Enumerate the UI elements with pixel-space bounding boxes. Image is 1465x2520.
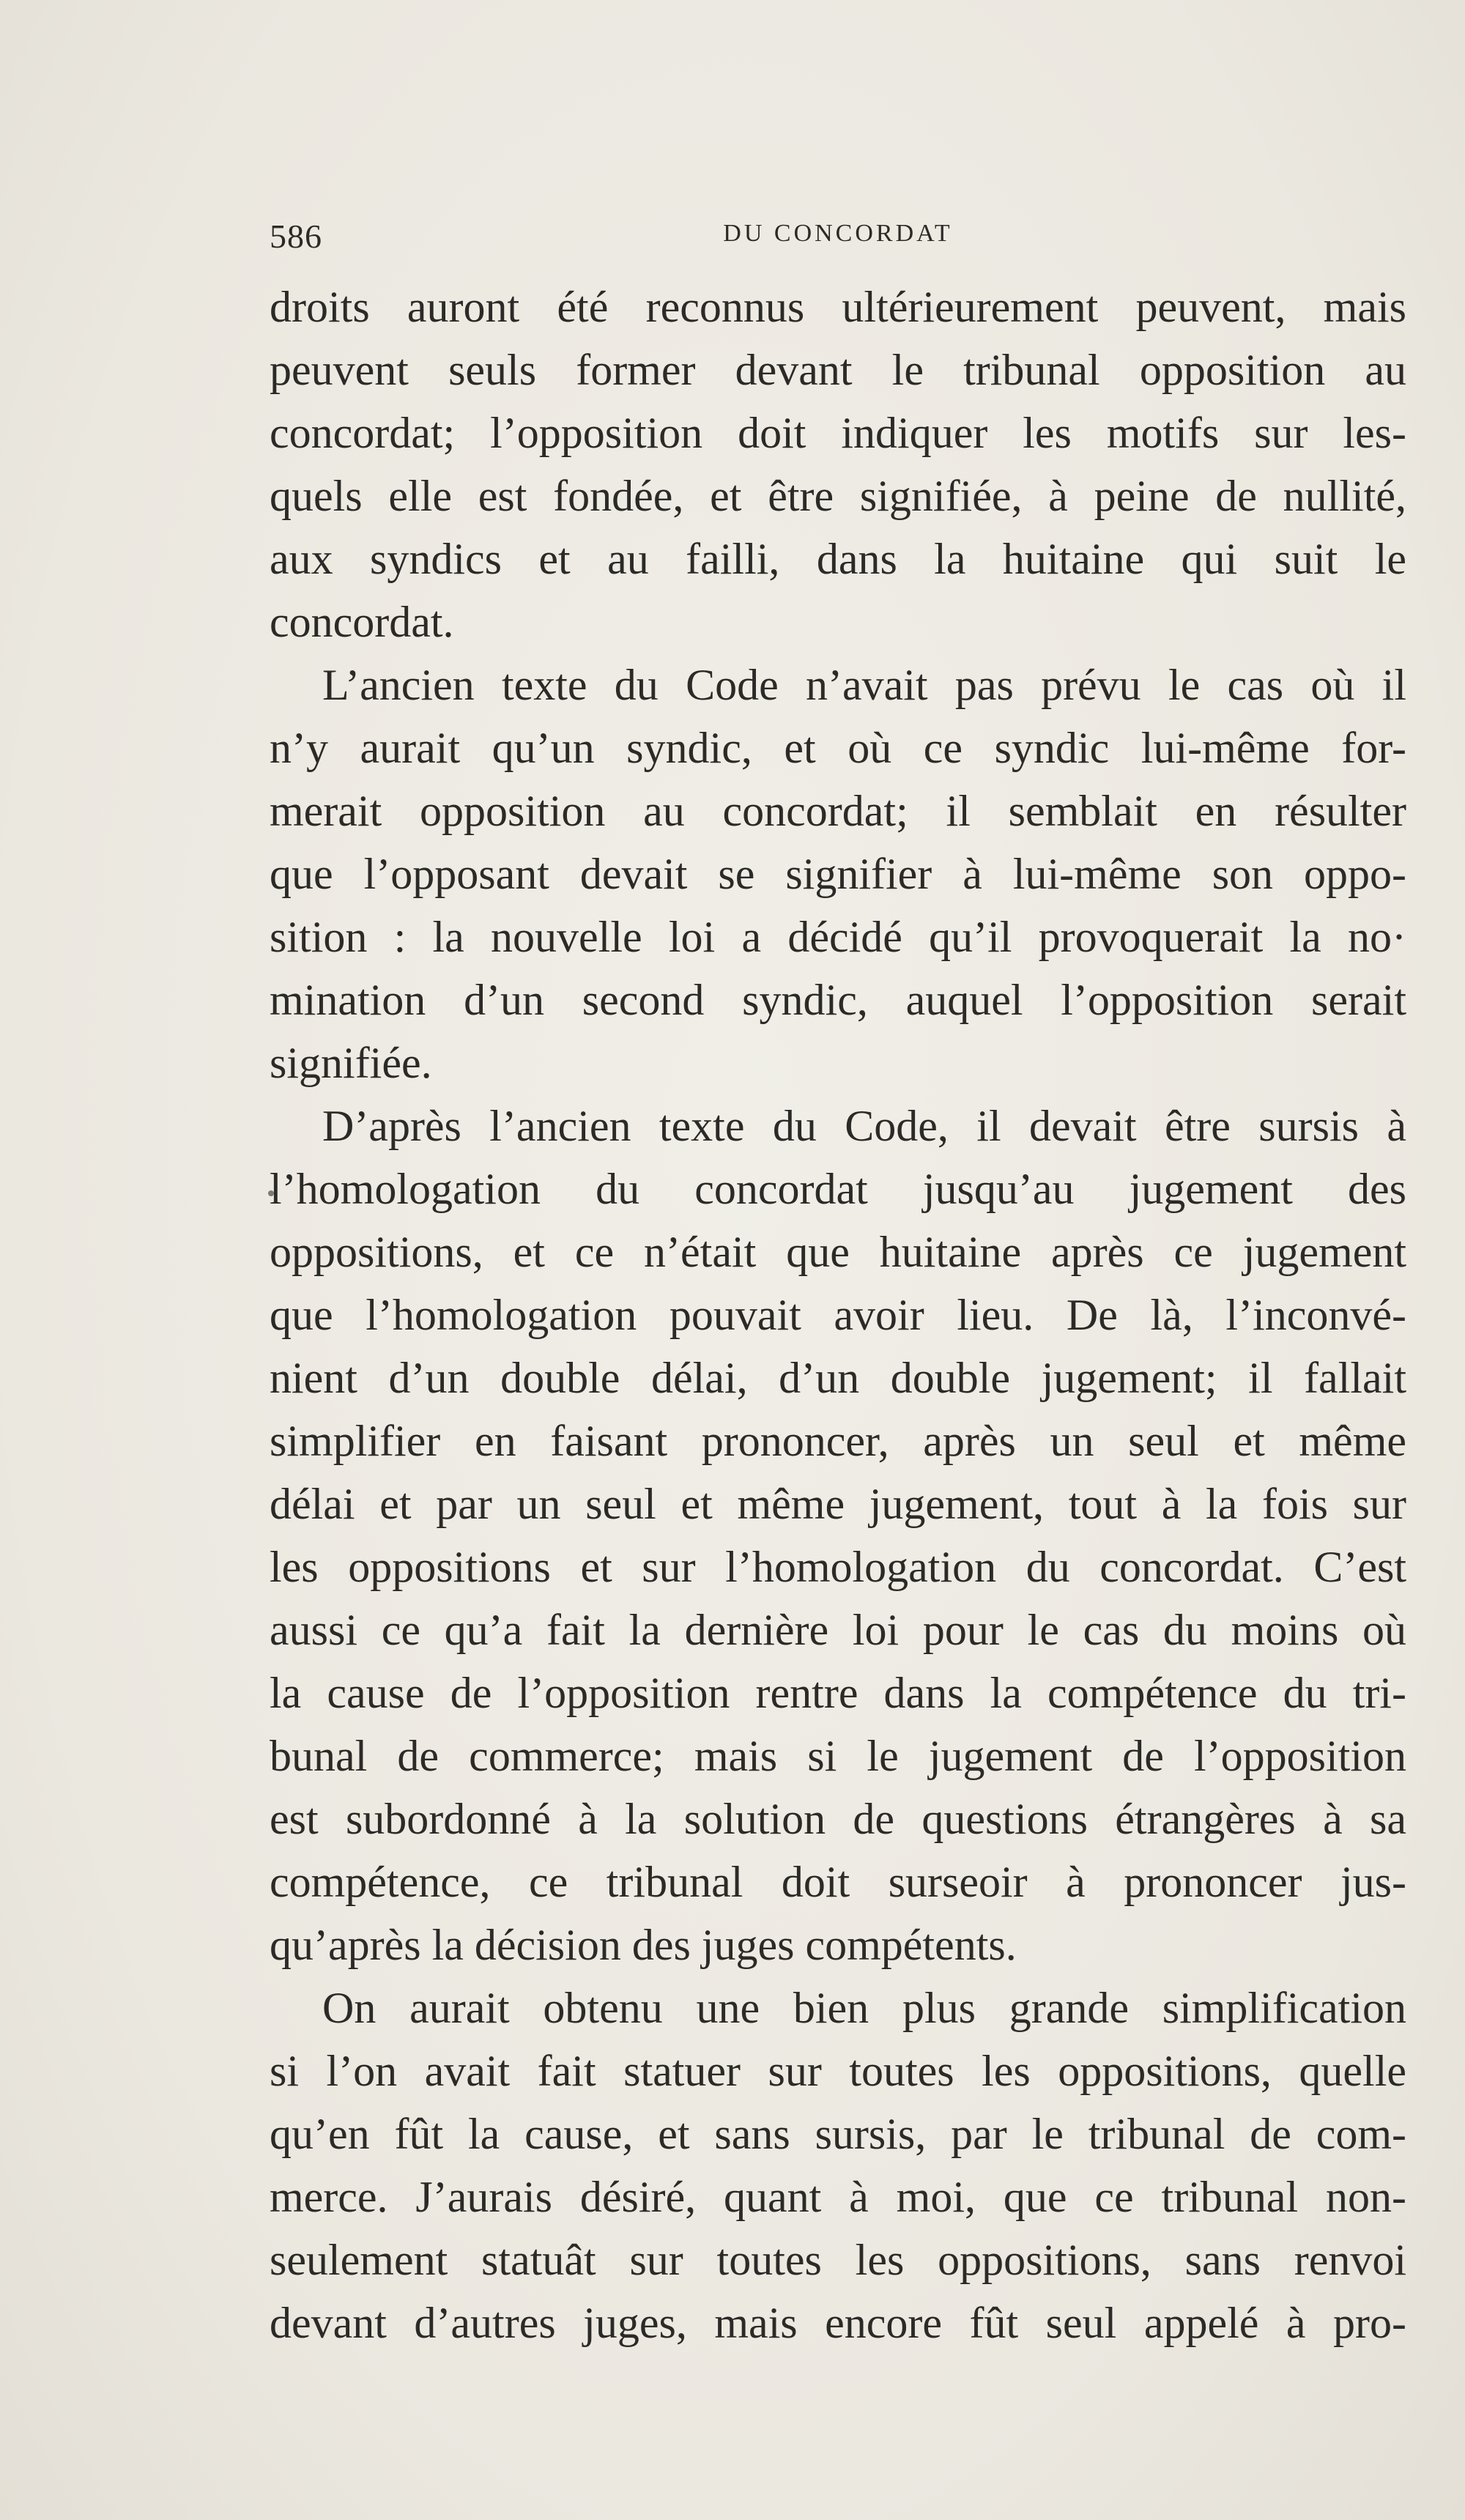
page-number: 586 — [270, 218, 322, 255]
body-text — [270, 275, 1406, 2354]
text-line: merait opposition au concordat; il semblait en résulter — [270, 787, 1406, 835]
text-line: quels elle est fondée, et être signifiée, à peine de nullité, — [270, 472, 1406, 520]
paragraph-first-line: D’après l’ancien texte du Code, il devait être sursis à — [322, 1102, 1406, 1150]
text-line: sition : la nouvelle loi a décidé qu’il provoquerait la no· — [270, 913, 1406, 961]
text-line: peuvent seuls former devant le tribunal opposition au — [270, 346, 1406, 394]
text-line: si l’on avait fait statuer sur toutes les oppositions, quelle — [270, 2047, 1406, 2095]
text-line: nient d’un double délai, d’un double jugement; il fallait — [270, 1354, 1406, 1402]
text-line: seulement statuât sur toutes les oppositions, sans renvoi — [270, 2236, 1406, 2284]
text-line: l’homologation du concordat jusqu’au jugement des — [270, 1165, 1406, 1213]
text-line: mination d’un second syndic, auquel l’opposition serait — [270, 976, 1406, 1024]
text-line: signifiée. — [270, 1039, 432, 1087]
text-line: aussi ce qu’a fait la dernière loi pour le cas du moins où — [270, 1606, 1406, 1654]
running-title: DU CONCORDAT — [723, 220, 953, 247]
text-line: devant d’autres juges, mais encore fût seul appelé à pro- — [270, 2299, 1406, 2347]
text-line: que l’homologation pouvait avoir lieu. De là, l’inconvé- — [270, 1291, 1406, 1339]
text-line: aux syndics et au failli, dans la huitaine qui suit le — [270, 535, 1406, 583]
text-line: bunal de commerce; mais si le jugement de l’opposition — [270, 1732, 1406, 1780]
text-line: concordat. — [270, 598, 454, 646]
text-line: qu’en fût la cause, et sans sursis, par le tribunal de com- — [270, 2110, 1406, 2158]
text-line: la cause de l’opposition rentre dans la compétence du tri- — [270, 1669, 1406, 1717]
paragraph-first-line: L’ancien texte du Code n’avait pas prévu le cas où il — [322, 661, 1406, 709]
text-line: compétence, ce tribunal doit surseoir à prononcer jus- — [270, 1858, 1406, 1906]
page-header — [270, 217, 1406, 253]
text-line: est subordonné à la solution de questions étrangères à sa — [270, 1795, 1406, 1843]
text-line: concordat; l’opposition doit indiquer les motifs sur les- — [270, 409, 1406, 457]
text-line: que l’opposant devait se signifier à lui-même son oppo- — [270, 850, 1406, 898]
text-line: simplifier en faisant prononcer, après un seul et même — [270, 1417, 1406, 1465]
text-line: oppositions, et ce n’était que huitaine après ce jugement — [270, 1228, 1406, 1276]
paragraph-first-line: On aurait obtenu une bien plus grande simplification — [322, 1984, 1406, 2032]
text-line: qu’après la décision des juges compétents. — [270, 1921, 1017, 1969]
text-line: droits auront été reconnus ultérieurement peuvent, mais — [270, 283, 1406, 331]
text-line: n’y aurait qu’un syndic, et où ce syndic lui-même for- — [270, 724, 1406, 772]
text-line: les oppositions et sur l’homologation du concordat. C’est — [270, 1543, 1406, 1591]
text-line: délai et par un seul et même jugement, tout à la fois sur — [270, 1480, 1406, 1528]
text-line: merce. J’aurais désiré, quant à moi, que ce tribunal non- — [270, 2173, 1406, 2221]
